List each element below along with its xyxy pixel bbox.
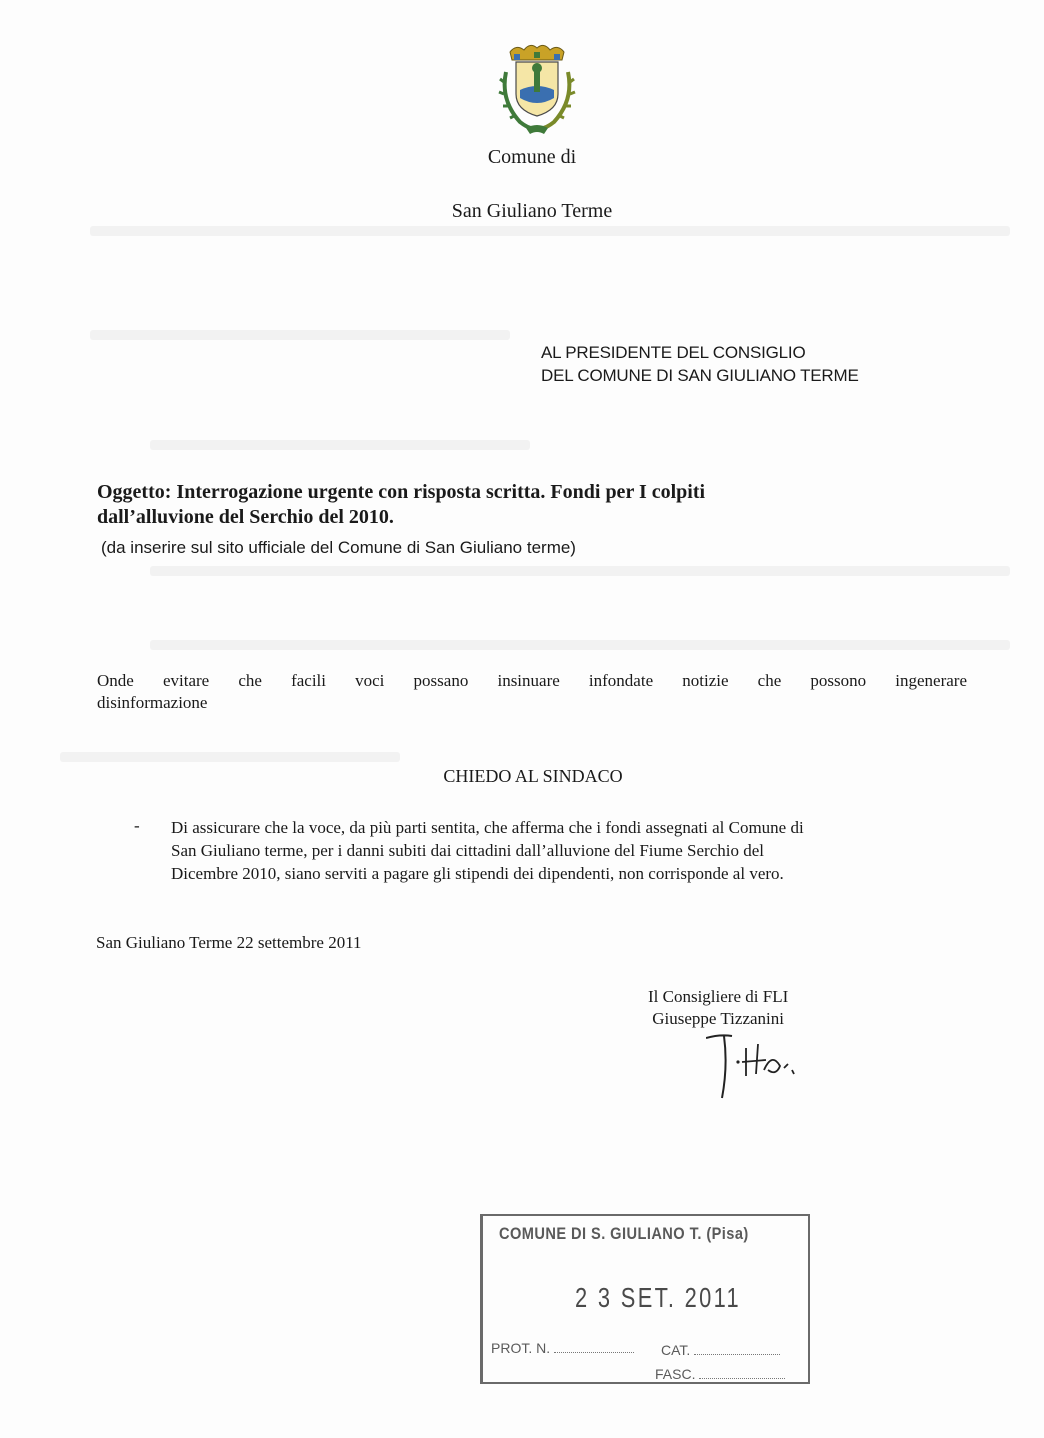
stamp-field-fasc-label: FASC.: [655, 1366, 696, 1382]
intro-line: disinformazione: [97, 693, 208, 712]
subject-line: Oggetto: Interrogazione urgente con risposta scritta. Fondi per I colpiti: [97, 481, 706, 503]
stamp-field-prot: [491, 1340, 634, 1356]
municipal-crest-logo: [496, 42, 578, 138]
addressee-line: AL PRESIDENTE DEL CONSIGLIO: [541, 343, 806, 362]
addressee-line: DEL COMUNE DI SAN GIULIANO TERME: [541, 366, 859, 385]
subject-note: (da inserire sul sito ufficiale del Comune di San Giuliano terme): [101, 538, 576, 557]
show-through-decoration: [268, 58, 276, 92]
stamp-dotted-line: [694, 1354, 780, 1355]
intro-line: Onde evitare che facili voci possano insinuare infondate notizie che possono ingenerare: [97, 671, 967, 690]
stamp-field-fasc: [655, 1366, 785, 1382]
intro-paragraph: [97, 670, 967, 714]
header-municipality-name: San Giuliano Terme: [451, 200, 613, 222]
request-title: CHIEDO AL SINDACO: [443, 766, 623, 786]
stamp-field-cat-label: CAT.: [661, 1342, 691, 1358]
request-line: San Giuliano terme, per i danni subiti dai cittadini dall’alluvione del Fiume Serchio del: [171, 841, 764, 860]
signer-block: [648, 986, 788, 1030]
request-line: Di assicurare che la voce, da più parti sentita, che afferma che i fondi assegnati al Comune di: [171, 818, 804, 837]
signer-role: Il Consigliere di FLI: [648, 987, 789, 1006]
show-through-line: [90, 330, 510, 340]
show-through-line: [150, 566, 1010, 576]
header-municipality-label: Comune di: [487, 146, 577, 168]
stamp-date: 2 3 SET. 2011: [575, 1282, 742, 1313]
request-line: Dicembre 2010, siano serviti a pagare gli stipendi dei dipendenti, non corrisponde al vero.: [171, 864, 784, 883]
show-through-line: [90, 226, 1010, 236]
handwritten-signature: [706, 1026, 806, 1106]
show-through-line: [150, 640, 1010, 650]
protocol-stamp: [480, 1214, 810, 1384]
place-and-date: San Giuliano Terme 22 settembre 2011: [96, 933, 362, 952]
subject-line: dall’alluvione del Serchio del 2010.: [97, 506, 394, 528]
stamp-dotted-line: [554, 1352, 634, 1353]
bullet-marker: -: [134, 816, 140, 835]
signer-name: Giuseppe Tizzanini: [652, 1009, 784, 1028]
stamp-header: COMUNE DI S. GIULIANO T. (Pisa): [499, 1224, 749, 1243]
request-bullet: [171, 816, 971, 885]
subject-heading: [97, 480, 957, 530]
show-through-line: [150, 440, 530, 450]
stamp-dotted-line: [699, 1378, 785, 1379]
addressee-block: [541, 341, 859, 387]
stamp-field-cat: [661, 1342, 780, 1358]
stamp-field-prot-label: PROT. N.: [491, 1340, 551, 1356]
show-through-line: [60, 752, 400, 762]
